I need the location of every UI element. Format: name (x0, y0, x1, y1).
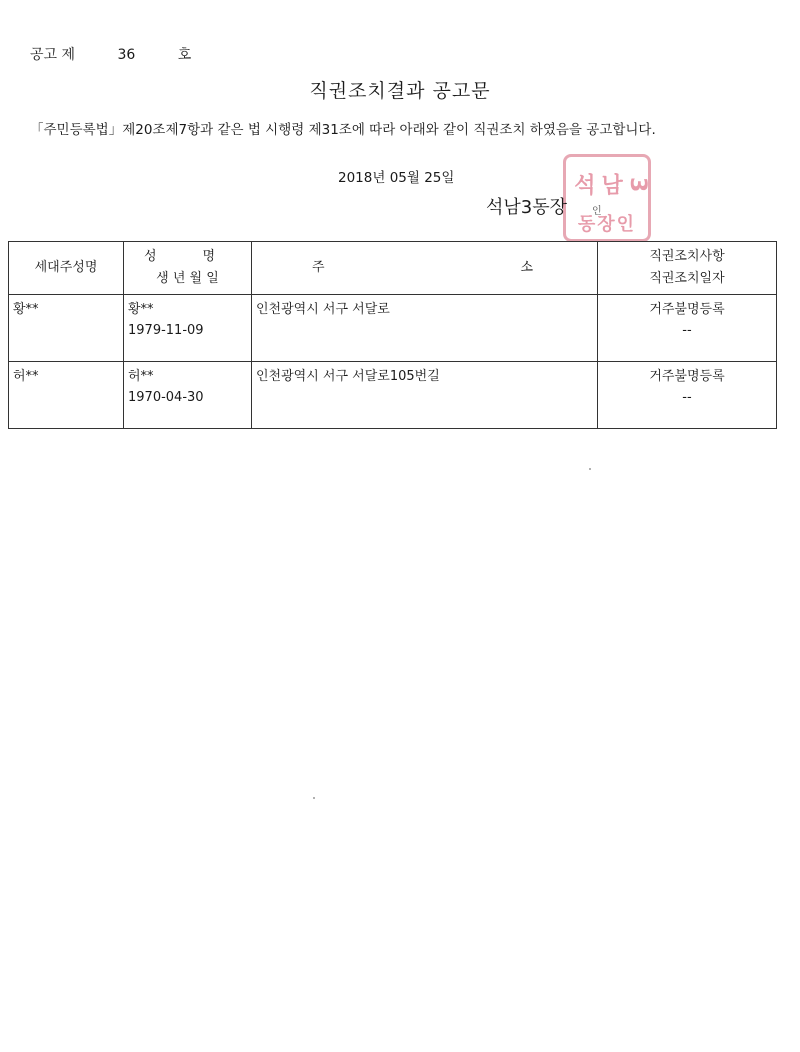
row-name-birth (124, 362, 252, 429)
header-address-char-1: 주 (312, 260, 325, 275)
seal-char-1: 3 (625, 176, 650, 192)
scan-speck (589, 468, 591, 470)
seal-char-3: 석 (570, 173, 596, 196)
scan-speck (313, 797, 315, 799)
header-householder (9, 242, 124, 295)
row-action-date: -- (682, 323, 692, 338)
notice-prefix: 공고 제 (30, 47, 76, 63)
row-address: 인천광역시 서구 서달로105번길 (252, 362, 598, 429)
seal-mark: 인 (592, 206, 602, 217)
row-name: 황** (128, 302, 154, 317)
header-name-birth (124, 242, 252, 295)
notice-number (30, 44, 191, 64)
row-action-label: 거주불명등록 (649, 302, 725, 317)
notice-number-value: 36 (117, 47, 136, 63)
header-action-date-label: 직권조치일자 (649, 271, 725, 286)
row-birth: 1970-04-30 (128, 390, 204, 405)
row-action-label: 거주불명등록 (649, 369, 725, 384)
notice-date: 2018년 05월 25일 (338, 170, 455, 186)
issuer-name: 석남3동장 (486, 197, 568, 218)
seal-char-2: 남 (597, 173, 623, 196)
notice-suffix: 호 (177, 47, 192, 63)
records-table (8, 241, 777, 429)
row-action-date: -- (682, 390, 692, 405)
row-householder: 허** (9, 362, 124, 429)
row-action (598, 295, 777, 362)
row-name-birth (124, 295, 252, 362)
header-birth-label: 생 년 월 일 (156, 271, 219, 286)
official-seal-stamp (563, 154, 651, 242)
header-action (598, 242, 777, 295)
row-address: 인천광역시 서구 서달로 (252, 295, 598, 362)
row-householder: 황** (9, 295, 124, 362)
header-address (252, 242, 598, 295)
row-action (598, 362, 777, 429)
table-row (9, 295, 777, 362)
header-householder-label: 세대주성명 (34, 260, 98, 275)
seal-char-4: 동장인 (577, 214, 637, 236)
document-title: 직권조치결과 공고문 (309, 80, 491, 102)
header-name-char-1: 성 (144, 249, 157, 264)
header-action-label: 직권조치사항 (649, 249, 725, 264)
notice-body: 「주민등록법」제20조제7항과 같은 법 시행령 제31조에 따라 아래와 같이 직권조치 하였음을 공고합니다. (30, 122, 656, 138)
table-row (9, 362, 777, 429)
row-birth: 1979-11-09 (128, 323, 204, 338)
header-address-char-2: 소 (520, 260, 533, 275)
row-name: 허** (128, 369, 154, 384)
table-header-row (9, 242, 777, 295)
header-name-char-2: 명 (202, 249, 215, 264)
